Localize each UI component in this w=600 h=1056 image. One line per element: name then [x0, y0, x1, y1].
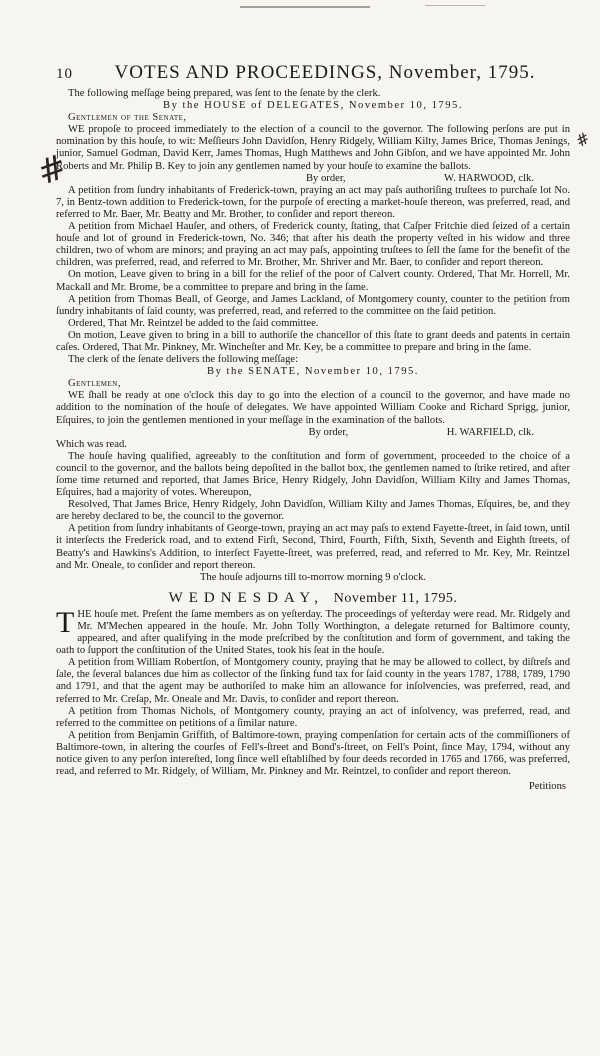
- day-name: WEDNESDAY,: [168, 589, 325, 606]
- clerk-name: W. HARWOOD, clk.: [444, 172, 534, 184]
- handwritten-margin-mark-left: #: [32, 146, 73, 194]
- handwritten-margin-mark-right: #: [572, 127, 594, 152]
- paragraph: The following meſſage being prepared, was ſent to the ſenate by the clerk.: [68, 88, 381, 99]
- paragraph: A petition from Michael Hauſer, and others, of Frederick county, ſtating, that Caſper Fritchie died ſeized of a certain houſe and lot of ground in Frederick-town, No. 346; that after his death the property veſted in his widow and three children, two of whom are minors; and praying an act may paſs, appointing truſtees to ſell the ſame for the benefit of the children, was preferred, read, and referred to Mr. Brother, Mr. Shriver and Mr. Baer, to conſider and report thereon.: [56, 221, 570, 269]
- paragraph: WE ſhall be ready at one o'clock this day to go into the election of a council to the governor, and have made no addition to the nomination of the houſe of delegates. We have appointed William Cooke and Richard Sprigg, junior, Eſquires, to join the gentlemen mentioned in your meſſage in the examination of the ballots.: [56, 390, 570, 426]
- paragraph: On motion, Leave given to bring in a bill for the relief of the poor of Calvert county. Ordered, That Mr. Horrell, Mr. Mackall and Mr. Brome, be a committee to prepare and bring in the ſame.: [56, 269, 570, 293]
- running-head-title: VOTES AND PROCEEDINGS, November, 1795.: [114, 62, 536, 83]
- salutation: Gentlemen of the Senate,: [68, 112, 187, 124]
- ink-smudge: [425, 5, 485, 12]
- paragraph-text: HE houſe met. Preſent the ſame members as on yeſterday. The proceedings of yeſterday were read. Mr. Ridgely and Mr. M'Mechen appeared in the houſe. Mr. John Tolly Worthington, a delegate returned for Baltimore county, appeared, and after qualifying in the mode preſcribed by the conſtitution and form of government, and taking the oath to ſupport the conſtitution of the United States, took his ſeat in the houſe.: [56, 608, 570, 657]
- paragraph: A petition from Thomas Nichols, of Montgomery county, praying an act of inſolvency, was preferred, read, and referred to the committee on petitions of a ſimilar nature.: [56, 705, 570, 729]
- by-order: By order,: [305, 172, 346, 184]
- signature-line: [56, 173, 570, 185]
- paragraph: A petition from ſundry inhabitants of Frederick-town, praying an act may paſs authoriſing truſtees to purchaſe lot No. 7, in Bentz-town addition to Frederick-town, for the purpoſe of erecting a market-houſe thereon, was preferred, read, and referred to Mr. Baer, Mr. Beatty and Mr. Brother, to conſider and report thereon.: [56, 184, 570, 220]
- running-head: [56, 62, 570, 88]
- paragraph: A petition from William Robertſon, of Montgomery county, praying that he may be allowed to collect, by diſtreſs and ſale, the ſeveral balances due him as collector of the ſinking fund tax for ſaid county in the years 1787, 1788, 1789, 1790 and 1791, and that the agent may be authoriſed to make him an allowance for inſolvencies, was preferred, read, and referred to Mr. Creſap, Mr. Oneale and Mr. Davis, to conſider and report thereon.: [56, 657, 570, 705]
- paragraph: Which was read.: [56, 438, 127, 450]
- paragraph: A petition from ſundry inhabitants of George-town, praying an act may paſs to extend Fayette-ſtreet, in ſaid town, until it interſects the Frederick road, and to extend Firſt, Second, Third, Fourth, Fifth, Sixth, Seventh and Eighth ſtreets, of Beatty's and Hawkins's Addition, to interſect Fayette-ſtreet, was preferred, read, and referred to Mr. Key, Mr. Reintzel and Mr. Oneale, to conſider and report thereon.: [56, 523, 571, 571]
- by-order: By order,: [308, 426, 349, 438]
- paragraph: On motion, Leave given to bring in a bill to authoriſe the chancellor of this ſtate to grant deeds and patents in certain caſes. Ordered, That Mr. Pinkney, Mr. Wincheſter and Mr. Key, be a committee to prepare and bring in the ſame.: [56, 329, 570, 353]
- salutation: Gentlemen,: [68, 378, 122, 390]
- paragraph: A petition from Benjamin Griffith, of Baltimore-town, praying compenſation for certain acts of the commiſſioners of Baltimore-town, in altering the courſes of Fell's-ſtreet and Bond's-ſtreet, on Fell's Point, ſince May, 1794, without any notice given to any perſon intereſted, long ſince well eſtabliſhed by four deeds recorded in 1765 and 1766, was preferred, read, and referred to Mr. Ridgely, of William, Mr. Pinkney and Mr. Reintzel, to conſider and report thereon.: [56, 729, 570, 778]
- drop-cap: T: [56, 605, 75, 639]
- paragraph: WE propoſe to proceed immediately to the election of a council to the governor. The following perſons are put in nomination by this houſe, to wit: Meſſieurs John Davidſon, Henry Ridgely, William Kilty, James Brice, Thomas Jenings, junior, Samuel Godman, David Kerr, James Thomas, Hugh Matthews and John Gibſon, and we have appointed Mr. John Roberts and Mr. Philip B. Key to join any gentlemen named by your houſe to examine the ballots.: [56, 124, 570, 172]
- catchword: Petitions: [528, 781, 566, 793]
- day-date: November 11, 1795.: [333, 590, 458, 606]
- paragraph: [56, 605, 570, 657]
- message-heading: By the SENATE, November 10, 1795.: [207, 366, 419, 378]
- paragraph: The clerk of the ſenate delivers the following meſſage:: [68, 354, 299, 366]
- paragraph: The houſe having qualified, agreeably to the conſtitution and form of government, proceeded to the choice of a council to the governor, and the ballots being depoſited in the ballot box, the gentlemen named to ſtrike retired, and after ſome time returned and reported, that James Brice, Henry Ridgely, John Davidſon, William Kilty and James Thomas, Eſquires, had a majority of votes. Whereupon,: [56, 450, 570, 499]
- document-page: [56, 62, 570, 792]
- signature-line: [56, 427, 570, 439]
- day-heading: [56, 590, 570, 607]
- paragraph: Resolved, That James Brice, Henry Ridgely, John Davidſon, William Kilty and James Thomas, Eſquires, be, and they are hereby declared to be, the council to the governor.: [56, 499, 570, 523]
- proceedings-body: [56, 88, 570, 792]
- paragraph: A petition from Thomas Beall, of George, and James Lackland, of Montgomery county, counter to the petition from ſundry inhabitants of ſaid county, was preferred, read, and referred to the committee on the ſaid petition.: [56, 293, 570, 317]
- page-number: 10: [56, 66, 73, 82]
- ink-smudge: [240, 6, 370, 16]
- clerk-name: H. WARFIELD, clk.: [446, 426, 534, 438]
- message-heading: By the HOUSE of DELEGATES, November 10, 1795.: [163, 100, 463, 112]
- paragraph: Ordered, That Mr. Reintzel be added to the ſaid committee.: [68, 317, 319, 329]
- adjournment-line: The houſe adjourns till to-morrow morning 9 o'clock.: [199, 571, 427, 583]
